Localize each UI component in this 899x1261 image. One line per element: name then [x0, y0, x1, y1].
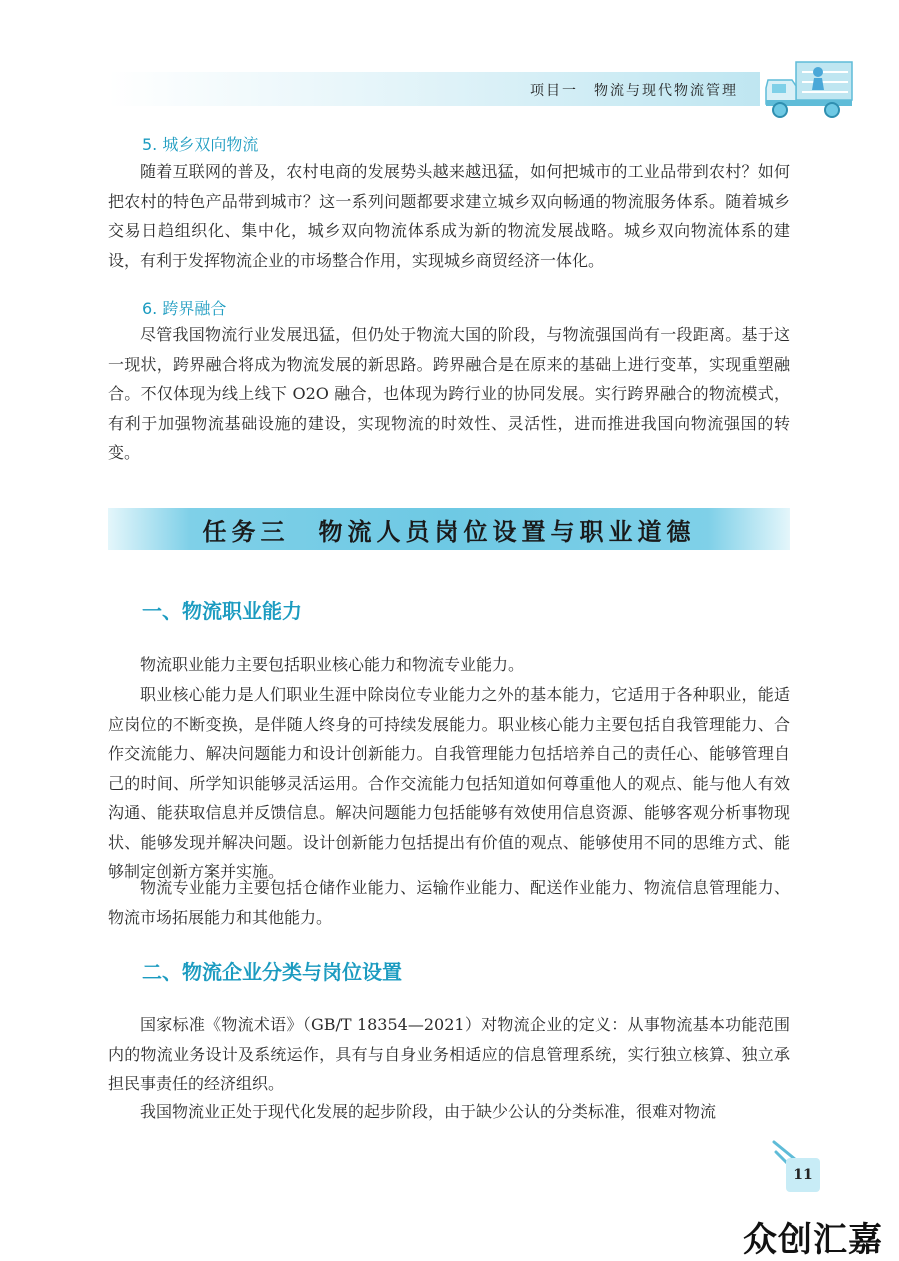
task-banner	[108, 508, 790, 550]
paragraph-s1-1: 物流职业能力主要包括职业核心能力和物流专业能力。	[140, 655, 525, 674]
paragraph-s1-2: 职业核心能力是人们职业生涯中除岗位专业能力之外的基本能力，它适用于各种职业，能适应岗位的不断变换，是伴随人终身的可持续发展能力。职业核心能力主要包括自我管理能力、合作交流能力、解决问题能力和设计创新能力。自我管理能力包括培养自己的责任心、能够管理自己的时间、所学知识能够灵活运用。合作交流能力包括知道如何尊重他人的观点、能与他人有效沟通、能获取信息并反馈信息。解决问题能力包括能够有效使用信息资源、能够客观分析事物现状、能够发现并解决问题。设计创新能力包括提出有价值的观点、能够使用不同的思维方式、能够制定创新方案并实施。	[108, 685, 790, 881]
truck-icon	[762, 58, 854, 120]
section-title-1: 一、物流职业能力	[142, 599, 302, 623]
subheading-6: 6. 跨界融合	[142, 299, 227, 318]
task-title: 任务三 物流人员岗位设置与职业道德	[202, 517, 696, 546]
watermark-logo: 众创汇嘉	[743, 1220, 883, 1260]
paragraph-cross-border-integration: 尽管我国物流行业发展迅猛，但仍处于物流大国的阶段，与物流强国尚有一段距离。基于这一现状，跨界融合将成为物流发展的新思路。跨界融合是在原来的基础上进行变革，实现重塑融合。不仅体现为线上线下 O2O 融合，也体现为跨行业的协同发展。实行跨界融合的物流模式，有利于加强物流基础设施的建设，实现物流的时效性、灵活性，进而推进我国向物流强国的转变。	[108, 325, 790, 462]
page-number: 11	[786, 1158, 820, 1192]
paragraph-s2-2: 我国物流业正处于现代化发展的起步阶段，由于缺少公认的分类标准，很难对物流	[140, 1102, 717, 1121]
paragraph-s1-3: 物流专业能力主要包括仓储作业能力、运输作业能力、配送作业能力、物流信息管理能力、物流市场拓展能力和其他能力。	[108, 878, 790, 927]
subheading-5: 5. 城乡双向物流	[142, 135, 259, 154]
running-header: 项目一 物流与现代物流管理	[530, 83, 738, 99]
paragraph-urban-rural-logistics: 随着互联网的普及，农村电商的发展势头越来越迅猛，如何把城市的工业品带到农村？如何把农村的特色产品带到城市？这一系列问题都要求建立城乡双向畅通的物流服务体系。随着城乡交易日趋组织化、集中化，城乡双向物流体系成为新的物流发展战略。城乡双向物流体系的建设，有利于发挥物流企业的市场整合作用，实现城乡商贸经济一体化。	[108, 162, 790, 270]
section-title-2: 二、物流企业分类与岗位设置	[142, 960, 402, 984]
paragraph-s2-1: 国家标准《物流术语》（GB/T 18354—2021）对物流企业的定义：从事物流基本功能范围内的物流业务设计及系统运作，具有与自身业务相适应的信息管理系统，实行独立核算、独立承担民事责任的经济组织。	[108, 1015, 790, 1093]
